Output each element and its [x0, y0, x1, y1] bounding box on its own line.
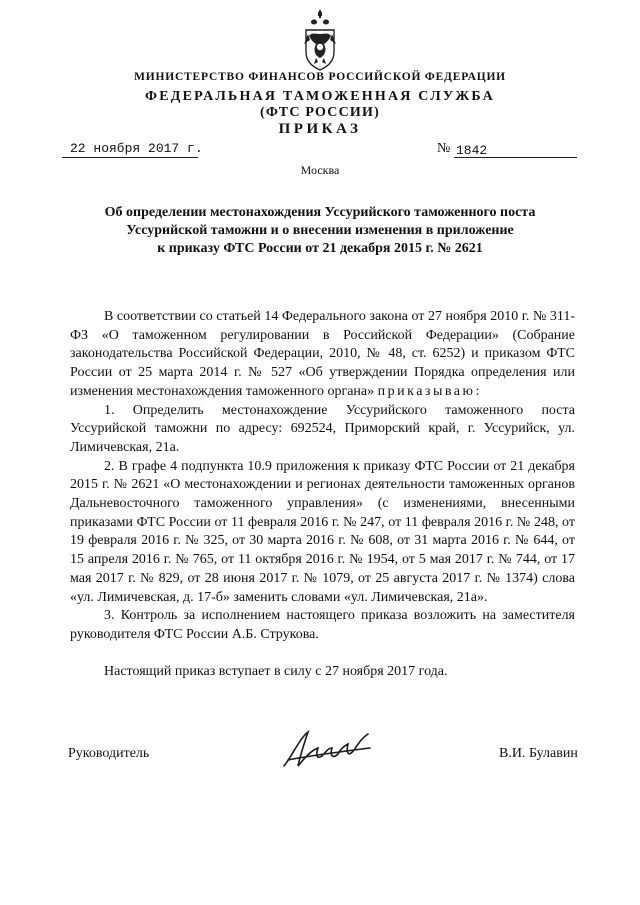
- order-body: [70, 308, 575, 681]
- city: Москва: [300, 163, 340, 177]
- handwritten-signature: [278, 726, 374, 774]
- preamble-paragraph: [70, 308, 575, 402]
- coat-of-arms-icon: [298, 10, 342, 72]
- signer-role: Руководитель: [68, 746, 150, 761]
- order-number: 1842: [456, 143, 488, 158]
- service-header: ФЕДЕРАЛЬНАЯ ТАМОЖЕННАЯ СЛУЖБА: [145, 89, 495, 104]
- subject-line: Уссурийской таможни и о внесении изменения в приложение: [126, 223, 514, 238]
- number-underline: [454, 157, 577, 158]
- order-date: 22 ноября 2017 г.: [70, 141, 203, 156]
- document-type: ПРИКАЗ: [278, 121, 362, 137]
- effective-date-paragraph: Настоящий приказ вступает в силу с 27 ноября 2017 года.: [104, 663, 448, 679]
- order-word: приказываю:: [377, 383, 482, 399]
- preamble-text: В соответствии со статьей 14 Федерального закона от 27 ноября 2010 г. № 311-ФЗ «О таможенном регулировании в Российской Федерации» (Собрание законодательства Российской Федерации, 2010, № 48, ст. 6252) и приказом ФТС России от 25 марта 2014 г. № 527 «Об утверждении Порядка определения или изменения местонахождения таможенного органа»: [70, 309, 575, 399]
- subject-line: Об определении местонахождения Уссурийского таможенного поста: [104, 205, 536, 220]
- order-subject: [60, 204, 580, 258]
- signer-name: В.И. Булавин: [499, 746, 578, 761]
- item-2: 2. В графе 4 подпункта 10.9 приложения к приказу ФТС России от 21 декабря 2015 г. № 2621 «О местонахождении и регионах деятельности таможенных органов Дальневосточного таможенного управления» (с изменениями, внесенными приказами ФТС России от 11 февраля 2016 г. № 247, от 11 февраля 2016 г. № 248, от 19 февраля 2016 г. № 325, от 30 марта 2016 г. № 608, от 31 марта 2016 г. № 644, от 15 апреля 2016 г. № 765, от 11 октября 2016 г. № 1954, от 5 мая 2017 г. № 744, от 17 мая 2017 г. № 829, от 28 июня 2017 г. № 1079, от 25 августа 2017 г. № 1374) слова «ул. Лимичевская, д. 17-б» заменить словами «ул. Лимичевская, 21а».: [70, 458, 575, 605]
- service-abbreviation: (ФТС РОССИИ): [260, 105, 380, 120]
- number-label: №: [437, 141, 451, 156]
- item-3: 3. Контроль за исполнением настоящего приказа возложить на заместителя руководителя ФТС России А.Б. Струкова.: [70, 608, 575, 642]
- item-1: 1. Определить местонахождение Уссурийского таможенного поста Уссурийской таможни по адресу: 692524, Приморский край, г. Уссурийск, ул. Лимичевская, 21а.: [70, 402, 575, 455]
- date-underline: [62, 157, 198, 158]
- subject-line: к приказу ФТС России от 21 декабря 2015 г. № 2621: [157, 241, 483, 256]
- ministry-header: МИНИСТЕРСТВО ФИНАНСОВ РОССИЙСКОЙ ФЕДЕРАЦИИ: [134, 71, 506, 83]
